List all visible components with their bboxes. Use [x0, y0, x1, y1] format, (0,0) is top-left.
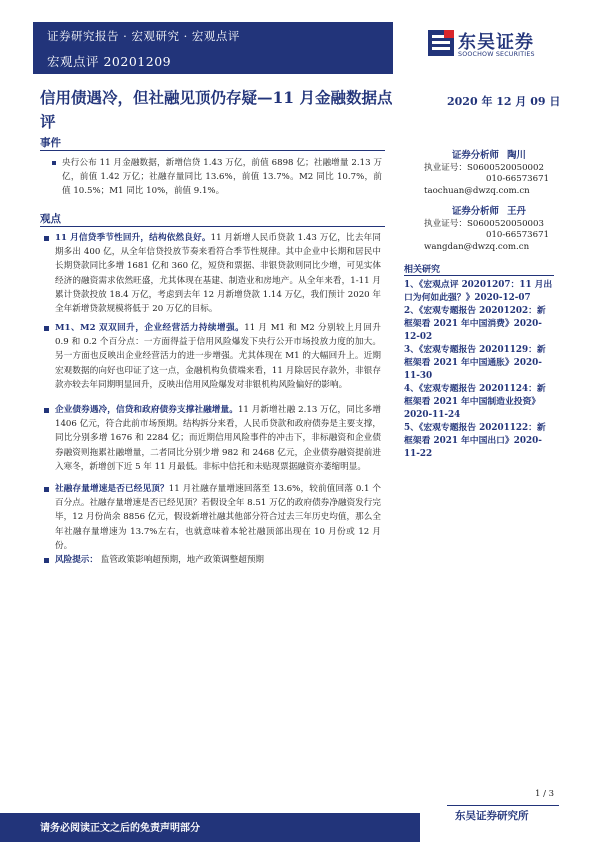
view-item [55, 231, 381, 316]
events-paragraph: 央行公布 11 月金融数据，新增信贷 1.43 万亿，前值 6898 亿；社融增量 2.13 万亿，前值 1.42 万亿；社融存量同比 13.6%，前值 13.7%。M2 同比 10.7%，前值 10.5%；M1 同比 10%，前值 9.1%。 [62, 158, 382, 197]
view-item-head: 11 月信贷季节性回升，结构依然良好。 [55, 233, 211, 243]
logo-name: 东吴证券 [458, 32, 534, 53]
view-item [55, 482, 381, 553]
risk-warning [55, 553, 381, 567]
view-item [55, 321, 381, 392]
view-item-head: 企业债券遇冷，信贷和政府债券支撑社融增量。 [55, 405, 238, 415]
bullet-square-icon [44, 326, 49, 331]
report-category: 证券研究报告 · 宏观研究 · 宏观点评 [47, 29, 240, 43]
risk-warning-head: 风险提示： [55, 555, 98, 565]
section-divider [404, 275, 554, 276]
related-research-item[interactable]: 5、《宏观专题报告 20201122：新框架看 2021 年中国出口》2020-11-22 [404, 423, 546, 459]
footer-disclaimer[interactable]: 请务必阅读正文之后的免责声明部分 [40, 823, 200, 834]
views-section-title: 观点 [40, 213, 61, 225]
related-research-title: 相关研究 [404, 265, 441, 275]
logo-mark-icon [428, 30, 454, 56]
related-research-item[interactable]: 2、《宏观专题报告 20201202：新框架看 2021 年中国消费》2020-12-02 [404, 306, 546, 342]
analyst-role: 证券分析师 [452, 206, 499, 217]
analyst-card [424, 150, 549, 197]
bullet-square-icon [44, 408, 49, 413]
report-title: 信用债遇冷，但社融见顶仍存疑—11 月金融数据点评 [40, 88, 393, 131]
view-item-body: 11 月社融存量增速回落至 13.6%，较前值回落 0.1 个百分点。社融存量增速是否已经见顶？若假设全年 8.51 万亿的政府债券净融资发行完毕，12 月份尚余 8856 亿元，假设新增社融其他部分符合过去三年历史均值，那么全年社融存量增速为 13.7%左右，也就意味着本轮社融顶部出现在 10 月份或 12 月份。 [55, 484, 381, 551]
report-id: 宏观点评 20201209 [47, 54, 172, 69]
risk-warning-body: 监管政策影响超预期，地产政策调整超预期 [100, 555, 265, 565]
related-research-item[interactable]: 1、《宏观点评 20201207：11 月出口为何如此强？》2020-12-07 [404, 280, 553, 303]
header-bar [33, 22, 393, 74]
bullet-square-icon [44, 487, 49, 492]
analyst-card [424, 206, 549, 253]
analyst-cert-label: 执业证号： [424, 218, 467, 229]
analyst-name: 王丹 [507, 206, 526, 217]
view-item-head: M1、M2 双双回升，企业经营活力持续增强。 [55, 323, 245, 333]
related-research-item[interactable]: 4、《宏观专题报告 20201124：新框架看 2021 年中国制造业投资》2020-11-24 [404, 384, 546, 420]
view-item-head: 社融存量增速是否已经见顶？ [55, 484, 169, 494]
analyst-role: 证券分析师 [452, 150, 499, 161]
view-item-body: 11 月新增人民币贷款 1.43 万亿，比去年同期多出 400 亿，从全年信贷投放节奏来看符合季节性规律。其中企业中长期和居民中长期贷款同比多增 1681 亿和 360 亿，短贷和票据、非银贷款则同比少增，可见实体经济的融资需求依然旺盛，尤其体现在基建、制造业和房地产。从全年来看，1-11 月累计贷款投放 18.4 万亿，考虑到去年 12 月新增贷款 1.14 万亿，我们预计 2020 年全年新增贷款规模将低于 20 万亿的目标。 [55, 233, 381, 315]
bullet-icon [52, 161, 56, 165]
analyst-cert: S0600520050002 [466, 162, 544, 173]
related-research-item[interactable]: 3、《宏观专题报告 20201129：新框架看 2021 年中国通胀》2020-11-30 [404, 345, 546, 381]
report-date: 2020 年 12 月 09 日 [447, 95, 561, 108]
section-divider [40, 150, 385, 151]
bullet-square-icon [44, 236, 49, 241]
bullet-square-icon [44, 558, 49, 563]
analyst-name: 陶川 [507, 150, 526, 161]
company-logo [428, 28, 568, 68]
analyst-email[interactable]: taochuan@dwzq.com.cn [424, 185, 530, 196]
analyst-cert-label: 执业证号： [424, 162, 467, 173]
logo-english-name: SOOCHOW SECURITIES [458, 51, 535, 58]
footer-divider [447, 805, 559, 806]
analyst-phone: 010-66573671 [486, 230, 550, 240]
view-item-body: 11 月新增社融 2.13 万亿，同比多增 1406 亿元，符合此前市场预期。结构拆分来看，人民币贷款和政府债券是主要支撑，同比分别多增 1676 和 2284 亿；而近期信用风险事件的冲击下，非标融资和企业债券融资则拖累社融增量，二者同比分别少增 982 和 2468 亿元，企业债券融资提前进入寒冬，新增创下近 5 年 11 月最低。非标中信托和未贴现票据融资亦萎缩明显。 [55, 405, 381, 472]
section-divider [40, 226, 385, 227]
analyst-email[interactable]: wangdan@dwzq.com.cn [424, 241, 530, 252]
events-text [62, 156, 382, 199]
events-section-title: 事件 [40, 137, 61, 149]
view-item-body: 11 月 M1 和 M2 分别较上月回升 0.9 和 0.2 个百分点：一方面得益于信用风险爆发下央行公开市场投放力度的加大。另一方面也反映出企业经营活力的进一步增强。尤其体现在 M1 的大幅回升上。近期宏观数据的向好也印证了这一点，金融机构负债端来看，11 月除居民存款外，非银存款亦较去年同期明显回升，反映出信用风险爆发对非银机构风险偏好的影响。 [55, 323, 381, 390]
related-research-list [404, 279, 554, 461]
footer-organization: 东吴证券研究所 [455, 810, 529, 822]
analyst-phone: 010-66573671 [486, 174, 550, 184]
analyst-cert: S0600520050003 [466, 218, 544, 229]
page-number: 1 / 3 [535, 789, 555, 799]
view-item [55, 403, 381, 474]
